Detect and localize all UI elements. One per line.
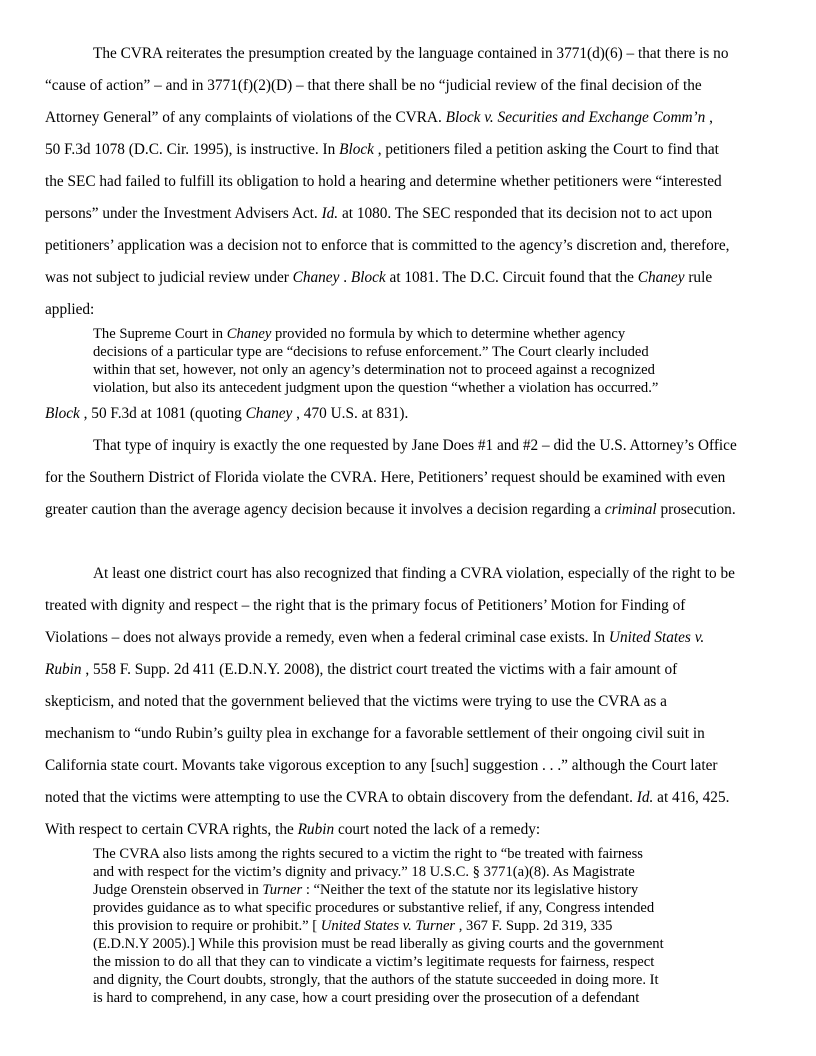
text-line — [45, 725, 705, 743]
text-segment: rule — [684, 269, 713, 286]
text-line — [45, 469, 725, 487]
text-segment: court noted the lack of a remedy: — [334, 821, 541, 838]
text-line — [45, 237, 729, 255]
text-segment: That type of inquiry is exactly the one requested by Jane Does #1 and #2 – did the U.S. Attorney’s Office — [93, 437, 737, 454]
text-segment: at 416, 425. — [653, 789, 730, 806]
italic-citation: United States v. Turner — [320, 918, 456, 934]
text-line — [45, 501, 736, 519]
block-quote-line — [93, 990, 639, 1008]
text-line — [93, 45, 728, 63]
italic-citation: Block — [350, 269, 386, 286]
text-segment: , — [705, 109, 713, 126]
text-segment: 50 F.3d 1078 (D.C. Cir. 1995), is instructive. In — [45, 141, 340, 158]
text-line — [93, 565, 735, 583]
text-line — [45, 405, 408, 423]
text-segment: provides guidance as to what specific procedures or substantive relief, if any, Congress intended — [93, 900, 655, 916]
text-segment: , 558 F. Supp. 2d 411 (E.D.N.Y. 2008), the district court treated the victims with a fair amount of — [81, 661, 678, 678]
text-line — [45, 597, 685, 615]
block-quote-line — [93, 864, 635, 882]
text-segment: provided no formula by which to determine whether agency — [271, 326, 626, 342]
italic-citation: Chaney — [226, 326, 272, 342]
text-segment: was not subject to judicial review under — [45, 269, 293, 286]
italic-citation: Block — [339, 141, 374, 158]
text-segment: the mission to do all that they can to vindicate a victim’s legitimate requests for fairness, respect — [93, 954, 655, 970]
block-quote-line — [93, 846, 643, 864]
text-segment: . — [339, 269, 351, 286]
text-segment: greater caution than the average agency decision because it involves a decision regarding a — [45, 501, 605, 518]
italic-citation: Chaney — [637, 269, 685, 286]
block-quote-line — [93, 972, 659, 990]
text-segment: The CVRA also lists among the rights secured to a victim the right to “be treated with fairness — [93, 846, 643, 862]
text-segment: “cause of action” – and in 3771(f)(2)(D) – that there shall be no “judicial review of the final decision of the — [45, 77, 702, 94]
text-segment: decisions of a particular type are “decisions to refuse enforcement.” The Court clearly included — [93, 344, 649, 360]
block-quote-line — [93, 936, 664, 954]
italic-citation: Id. — [636, 789, 654, 806]
text-segment: for the Southern District of Florida violate the CVRA. Here, Petitioners’ request should be examined with even — [45, 469, 726, 486]
text-segment: and dignity, the Court doubts, strongly, that the authors of the statute succeeded in doing more. It — [93, 972, 659, 988]
text-segment: , petitioners filed a petition asking the Court to find that — [373, 141, 719, 158]
text-segment: : “Neither the text of the statute nor its legislative history — [302, 882, 639, 898]
text-line — [45, 693, 667, 711]
text-segment: within that set, however, not only an agency’s determination not to proceed against a recognized — [93, 362, 655, 378]
text-segment: the SEC had failed to fulfill its obligation to hold a hearing and determine whether petitioners were “interested — [45, 173, 722, 190]
text-segment: prosecution. — [656, 501, 736, 518]
text-segment: skepticism, and noted that the government believed that the victims were trying to use the CVRA as a — [45, 693, 667, 710]
block-quote-line — [93, 918, 612, 936]
text-segment: treated with dignity and respect – the right that is the primary focus of Petitioners’ Motion for Finding of — [45, 597, 686, 614]
block-quote-line — [93, 954, 654, 972]
text-segment: is hard to comprehend, in any case, how a court presiding over the prosecution of a defendant — [93, 990, 640, 1006]
text-line — [45, 757, 717, 775]
italic-citation: criminal — [604, 501, 657, 518]
text-line — [45, 173, 722, 191]
block-quote-line — [93, 380, 658, 398]
italic-citation: Chaney — [292, 269, 340, 286]
italic-citation: Rubin — [297, 821, 335, 838]
text-segment: Attorney General” of any complaints of violations of the CVRA. — [45, 109, 446, 126]
text-line — [45, 629, 704, 647]
text-segment: California state court. Movants take vigorous exception to any [such] suggestion . . .” although the Court later — [45, 757, 718, 774]
text-segment: and with respect for the victim’s dignity and privacy.” 18 U.S.C. § 3771(a)(8). As Magistrate — [93, 864, 635, 880]
text-segment: persons” under the Investment Advisers Act. — [45, 205, 322, 222]
text-segment: At least one district court has also recognized that finding a CVRA violation, especially of the right to be — [93, 565, 735, 582]
block-quote-line — [93, 900, 654, 918]
text-segment: noted that the victims were attempting to use the CVRA to obtain discovery from the defendant. — [45, 789, 637, 806]
text-segment: applied: — [45, 301, 95, 318]
text-line — [45, 661, 677, 679]
text-line — [45, 301, 94, 319]
text-segment: this provision to require or prohibit.” [ — [93, 918, 321, 934]
block-quote-line — [93, 362, 655, 380]
text-segment: The CVRA reiterates the presumption created by the language contained in 3771(d)(6) – that there is no — [93, 45, 729, 62]
text-segment: (E.D.N.Y 2005).] While this provision must be read liberally as giving courts and the government — [93, 936, 664, 952]
italic-citation: Block — [45, 405, 80, 422]
text-segment: Judge Orenstein observed in — [93, 882, 263, 898]
text-line — [45, 269, 712, 287]
block-quote-line — [93, 344, 649, 362]
italic-citation: Chaney — [245, 405, 293, 422]
text-line — [45, 205, 712, 223]
text-segment: , 470 U.S. at 831). — [292, 405, 409, 422]
text-line — [45, 141, 719, 159]
text-segment: With respect to certain CVRA rights, the — [45, 821, 298, 838]
text-segment: at 1081. The D.C. Circuit found that the — [385, 269, 638, 286]
text-segment: mechanism to “undo Rubin’s guilty plea in exchange for a favorable settlement of their ongoing civil suit in — [45, 725, 705, 742]
text-line — [45, 77, 702, 95]
italic-citation: Id. — [321, 205, 339, 222]
text-segment: Violations – does not always provide a remedy, even when a federal criminal case exists. In — [45, 629, 609, 646]
text-segment: The Supreme Court in — [93, 326, 227, 342]
text-segment: , 50 F.3d at 1081 (quoting — [79, 405, 246, 422]
text-line — [45, 789, 729, 807]
text-segment: , 367 F. Supp. 2d 319, 335 — [455, 918, 613, 934]
italic-citation: Turner — [262, 882, 303, 898]
block-quote-line — [93, 326, 625, 344]
text-line — [45, 821, 540, 839]
block-quote-line — [93, 882, 638, 900]
text-segment: petitioners’ application was a decision not to enforce that is committed to the agency’s discretion and, therefore, — [45, 237, 730, 254]
italic-citation: United States v. — [608, 629, 705, 646]
text-segment: violation, but also its antecedent judgment upon the question “whether a violation has occurred.” — [93, 380, 659, 396]
text-line — [93, 437, 737, 455]
text-line — [45, 109, 713, 127]
italic-citation: Block v. Securities and Exchange Comm’n — [445, 109, 706, 126]
italic-citation: Rubin — [45, 661, 82, 678]
text-segment: at 1080. The SEC responded that its decision not to act upon — [338, 205, 713, 222]
